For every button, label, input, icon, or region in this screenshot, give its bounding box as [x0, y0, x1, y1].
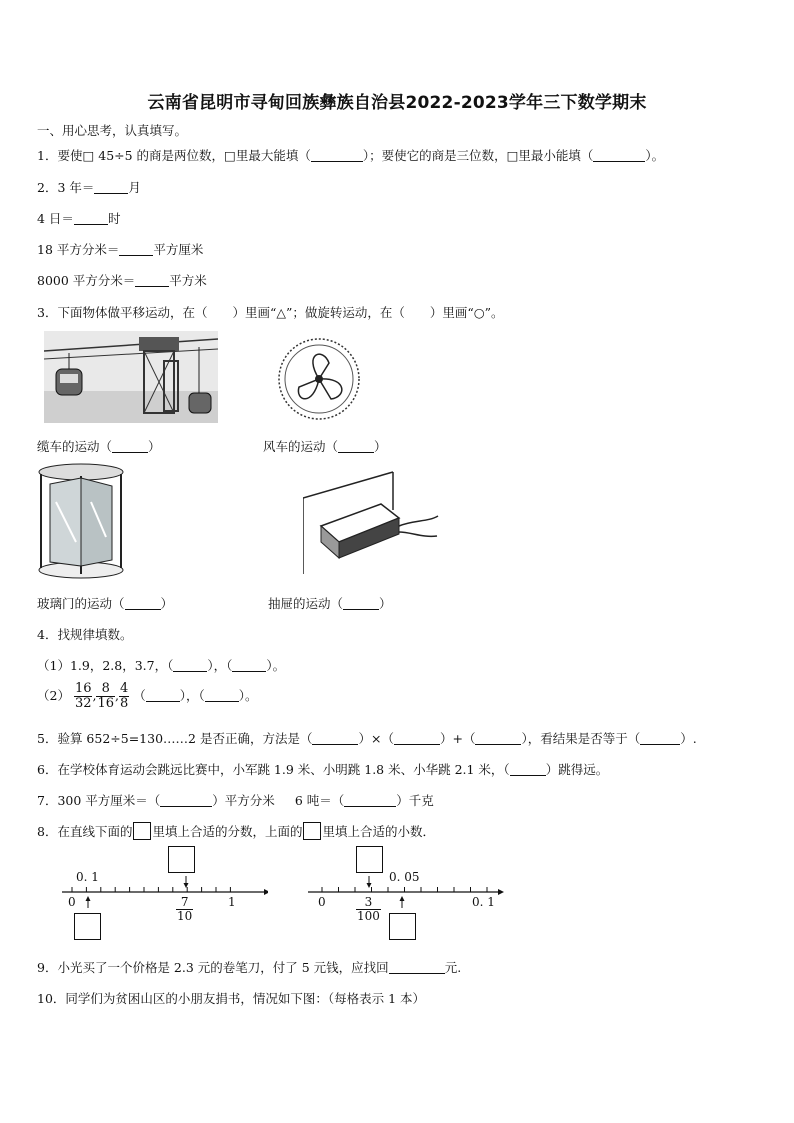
number-line-label: 0 — [318, 895, 326, 909]
answer-blank[interactable] — [394, 731, 440, 745]
question-4: 4．找规律填数。 — [37, 627, 133, 642]
question-3: 3．下面物体做平移运动，在（ ）里画“△”；做旋转运动，在（ ）里画“○”。 — [37, 305, 504, 320]
page-title: 云南省昆明市寻甸回族彝族自治县2022-2023学年三下数学期末 — [147, 93, 647, 113]
answer-blank[interactable] — [173, 658, 207, 672]
question-4-sub-2: （2） $\frac{16}{32}$ , $\frac{8}{16}$ , $\frac{4}{8}$ （ ），（ ）。 — [37, 681, 258, 711]
answer-blank[interactable] — [311, 148, 363, 162]
square-icon — [133, 822, 151, 840]
answer-box[interactable] — [74, 913, 101, 940]
drawer-item: 抽屉的运动（ ） — [268, 596, 392, 611]
question-text: ）；要使它的商是三位数，□里最小能填（ — [362, 148, 594, 163]
answer-blank[interactable] — [160, 793, 212, 807]
answer-blank[interactable] — [593, 148, 645, 162]
question-7: 7．300 平方厘米＝（ ）平方分米 6 吨＝（ ）千克 — [37, 793, 434, 808]
revolving-door-image — [36, 462, 126, 580]
answer-box[interactable] — [168, 846, 195, 873]
question-5: 5．验算 652÷5=130……2 是否正确，方法是（ ）×（ ）+（ ），看结果是否等于（ ）. — [37, 731, 697, 746]
answer-box[interactable] — [389, 913, 416, 940]
answer-blank[interactable] — [312, 731, 358, 745]
answer-blank[interactable] — [146, 688, 180, 702]
cable-car-image — [44, 331, 218, 423]
fraction: $\frac{16}{32}$ — [74, 681, 92, 711]
question-text: ）。 — [645, 148, 665, 163]
answer-blank[interactable] — [344, 793, 396, 807]
fraction: $\frac{7}{10}$ — [177, 895, 193, 923]
number-line-label: 0. 1 — [76, 870, 99, 884]
number-line-label: 0. 05 — [389, 870, 420, 884]
fraction: $\frac{8}{16}$ — [97, 681, 115, 711]
fan-image — [273, 333, 365, 425]
question-2-line-1: 2．3 年＝ 月 — [37, 180, 141, 195]
answer-blank[interactable] — [112, 439, 148, 453]
answer-blank[interactable] — [232, 658, 266, 672]
answer-blank[interactable] — [389, 960, 445, 974]
answer-blank[interactable] — [74, 211, 108, 225]
answer-blank[interactable] — [135, 273, 169, 287]
question-8: 8．在直线下面的 里填上合适的分数，上面的 里填上合适的小数． — [37, 824, 435, 839]
answer-blank[interactable] — [94, 180, 128, 194]
question-number: 1． — [37, 148, 58, 163]
question-1 — [37, 146, 664, 164]
answer-blank[interactable] — [338, 439, 374, 453]
question-4-sub-1: （1）1.9，2.8，3.7，（ ），（ ）。 — [37, 658, 286, 673]
square-icon — [303, 822, 321, 840]
fraction: $\frac{3}{100}$ — [357, 895, 380, 923]
answer-blank[interactable] — [119, 242, 153, 256]
fan-item: 风车的运动（ ） — [263, 439, 387, 454]
question-10: 10．同学们为贫困山区的小朋友捐书，情况如下图：（每格表示 1 本） — [37, 991, 426, 1006]
answer-blank[interactable] — [343, 596, 379, 610]
answer-blank[interactable] — [205, 688, 239, 702]
number-line-label: 0 — [68, 895, 76, 909]
cable-car-item: 缆车的运动（ ） — [37, 439, 161, 454]
question-text: 要使□ 45÷5 的商是两位数，□里最大能填（ — [57, 148, 311, 163]
number-line-label: 1 — [228, 895, 236, 909]
question-6: 6．在学校体育运动会跳远比赛中，小军跳 1.9 米、小明跳 1.8 米、小华跳 2.1 米，（ ）跳得远。 — [37, 762, 609, 777]
question-2-line-4: 8000 平方分米＝ 平方米 — [37, 273, 207, 288]
section-heading: 一、用心思考，认真填写。 — [37, 123, 188, 138]
answer-blank[interactable] — [475, 731, 521, 745]
question-2-line-3: 18 平方分米＝ 平方厘米 — [37, 242, 204, 257]
drawer-image — [303, 470, 441, 578]
fraction: $\frac{4}{8}$ — [120, 681, 129, 711]
answer-blank[interactable] — [510, 762, 546, 776]
glass-door-item: 玻璃门的运动（ ） — [37, 596, 174, 611]
answer-blank[interactable] — [640, 731, 680, 745]
answer-box[interactable] — [356, 846, 383, 873]
question-2-line-2: 4 日＝ 时 — [37, 211, 121, 226]
answer-blank[interactable] — [125, 596, 161, 610]
question-9: 9．小光买了一个价格是 2.3 元的卷笔刀，付了 5 元钱，应找回 元. — [37, 960, 462, 975]
number-line-label: 0. 1 — [472, 895, 495, 909]
